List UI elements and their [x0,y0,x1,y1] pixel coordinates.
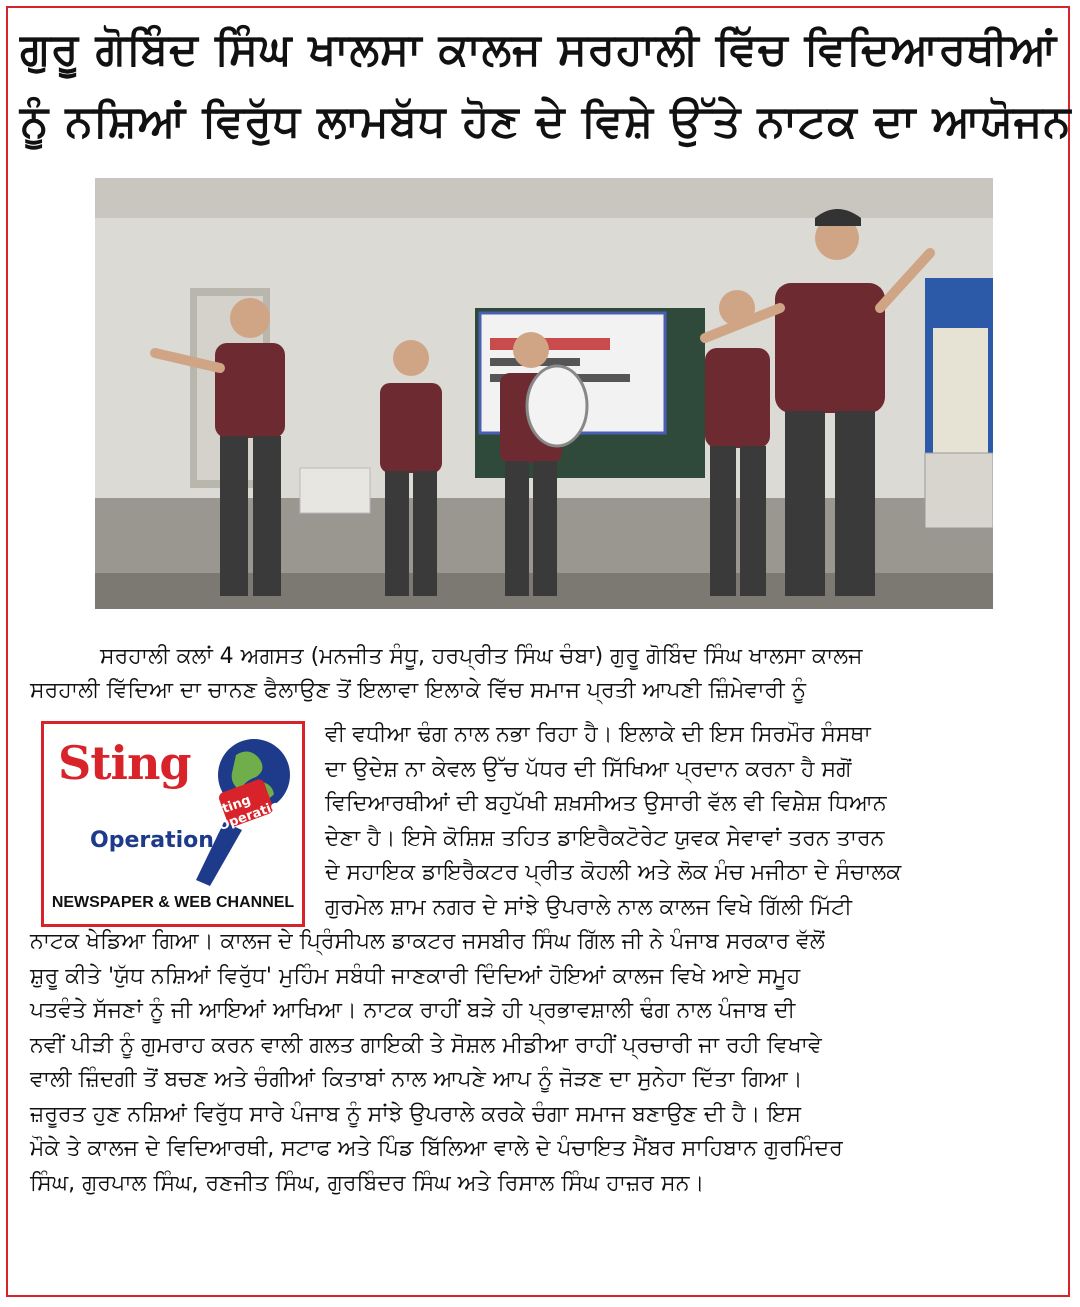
article-line: ਗੁਰਮੇਲ ਸ਼ਾਮ ਨਗਰ ਦੇ ਸਾਂਝੇ ਉਪਰਾਲੇ ਨਾਲ ਕਾਲਜ ਵਿਖੇ ਗਿੱਲੀ ਮਿੱਟੀ [325,894,852,920]
article-line: ਸਰਹਾਲੀ ਕਲਾਂ 4 ਅਗਸਤ (ਮਨਜੀਤ ਸੰਧੂ, ਹਰਪ੍ਰੀਤ ਸਿੰਘ ਚੰਬਾ) ਗੁਰੂ ਗੋਬਿੰਦ ਸਿੰਘ ਖਾਲਸਾ ਕਾਲਜ [100,644,863,669]
mic-label: Sting Operation [211,792,291,835]
article-line: ਮੌਕੇ ਤੇ ਕਾਲਜ ਦੇ ਵਿਦਿਆਰਥੀ, ਸਟਾਫ ਅਤੇ ਪਿੰਡ ਬਿੱਲਿਆ ਵਾਲੇ ਦੇ ਪੰਚਾਇਤ ਮੈਂਬਰ ਸਾਹਿਬਾਨ ਗੁਰਮਿੰਦਰ [30,1136,843,1161]
article-line: ਸ਼ੁਰੂ ਕੀਤੇ 'ਯੁੱਧ ਨਸ਼ਿਆਂ ਵਿਰੁੱਧ' ਮੁਹਿੰਮ ਸਬੰਧੀ ਜਾਣਕਾਰੀ ਦਿੰਦਿਆਂ ਹੋਇਆਂ ਕਾਲਜ ਵਿਖੇ ਆਏ ਸਮੂਹ [30,963,801,989]
news-photo [95,178,993,609]
article-line: ਦਾ ਉਦੇਸ਼ ਨਾ ਕੇਵਲ ਉੱਚ ਪੱਧਰ ਦੀ ਸਿੱਖਿਆ ਪ੍ਰਦਾਨ ਕਰਨਾ ਹੈ ਸਗੋਂ [325,756,852,782]
logo-title: Sting [58,736,191,790]
article-top-2 [30,674,806,709]
article-line: ਨਵੀਂ ਪੀੜੀ ਨੂੰ ਗੁਮਰਾਹ ਕਰਨ ਵਾਲੀ ਗਲਤ ਗਾਇਕੀ ਤੇ ਸੋਸ਼ਲ ਮੀਡੀਆ ਰਾਹੀਂ ਪ੍ਰਚਾਰੀ ਜਾ ਰਹੀ ਵਿਖਾਵੇ [30,1032,822,1058]
article-line: ਜ਼ਰੂਰਤ ਹੁਣ ਨਸ਼ਿਆਂ ਵਿਰੁੱਧ ਸਾਰੇ ਪੰਜਾਬ ਨੂੰ ਸਾਂਝੇ ਉਪਰਾਲੇ ਕਰਕੇ ਚੰਗਾ ਸਮਾਜ ਬਣਾਉਣ ਦੀ ਹੈ। ਇਸ [30,1101,802,1127]
headline [20,14,1072,158]
logo-tagline: NEWSPAPER & WEB CHANNEL [51,894,295,911]
article-line: ਦੇਣਾ ਹੈ। ਇਸੇ ਕੋਸ਼ਿਸ਼ ਤਹਿਤ ਡਾਇਰੈਕਟੋਰੇਟ ਯੁਵਕ ਸੇਵਾਵਾਂ ਤਰਨ ਤਾਰਨ [325,825,885,851]
street-play-photo [95,178,993,609]
article-line: ਨਾਟਕ ਖੇਡਿਆ ਗਿਆ। ਕਾਲਜ ਦੇ ਪ੍ਰਿੰਸੀਪਲ ਡਾਕਟਰ ਜਸਬੀਰ ਸਿੰਘ ਗਿੱਲ ਜੀ ਨੇ ਪੰਜਾਬ ਸਰਕਾਰ ਵੱਲੋਂ [30,929,825,954]
headline-line-1: ਗੁਰੂ ਗੋਬਿੰਦ ਸਿੰਘ ਖਾਲਸਾ ਕਾਲਜ ਸਰਹਾਲੀ ਵਿੱਚ ਵਿਦਿਆਰਥੀਆਂ [20,24,1058,75]
article-bottom [30,925,843,1201]
article-line: ਪਤਵੰਤੇ ਸੱਜਣਾਂ ਨੂੰ ਜੀ ਆਇਆਂ ਆਖਿਆ। ਨਾਟਕ ਰਾਹੀਂ ਬੜੇ ਹੀ ਪ੍ਰਭਾਵਸ਼ਾਲੀ ਢੰਗ ਨਾਲ ਪੰਜਾਬ ਦੀ [30,998,796,1023]
article-beside-logo [325,718,901,925]
article-line: ਸਰਹਾਲੀ ਵਿੱਦਿਆ ਦਾ ਚਾਨਣ ਫੈਲਾਉਣ ਤੋਂ ਇਲਾਵਾ ਇਲਾਕੇ ਵਿੱਚ ਸਮਾਜ ਪ੍ਰਤੀ ਆਪਣੀ ਜ਼ਿੰਮੇਵਾਰੀ ਨੂੰ [30,678,807,703]
logo-subtitle: Operation [90,828,214,853]
sting-operation-logo [41,721,305,927]
article-line: ਵਾਲੀ ਜ਼ਿੰਦਗੀ ਤੋਂ ਬਚਣ ਅਤੇ ਚੰਗੀਆਂ ਕਿਤਾਬਾਂ ਨਾਲ ਆਪਣੇ ਆਪ ਨੂੰ ਜੋੜਣ ਦਾ ਸੁਨੇਹਾ ਦਿੱਤਾ ਗਿਆ। [30,1067,803,1092]
article-line: ਸਿੰਘ, ਗੁਰਪਾਲ ਸਿੰਘ, ਰਣਜੀਤ ਸਿੰਘ, ਗੁਰਬਿੰਦਰ ਸਿੰਘ ਅਤੇ ਰਿਸਾਲ ਸਿੰਘ ਹਾਜ਼ਰ ਸਨ। [30,1170,705,1196]
article-line: ਦੇ ਸਹਾਇਕ ਡਾਇਰੈਕਟਰ ਪ੍ਰੀਤ ਕੋਹਲੀ ਅਤੇ ਲੋਕ ਮੰਚ ਮਜੀਠਾ ਦੇ ਸੰਚਾਲਕ [325,860,902,885]
article-line: ਵਿਦਿਆਰਥੀਆਂ ਦੀ ਬਹੁਪੱਖੀ ਸ਼ਖ਼ਸੀਅਤ ਉਸਾਰੀ ਵੱਲ ਵੀ ਵਿਸ਼ੇਸ਼ ਧਿਆਨ [325,791,887,816]
article-line: ਵੀ ਵਧੀਆ ਢੰਗ ਨਾਲ ਨਭਾ ਰਿਹਾ ਹੈ। ਇਲਾਕੇ ਦੀ ਇਸ ਸਿਰਮੌਰ ਸੰਸਥਾ [325,722,871,747]
article-top [100,640,863,675]
headline-line-2: ਨੂੰ ਨਸ਼ਿਆਂ ਵਿਰੁੱਧ ਲਾਮਬੱਧ ਹੋਣ ਦੇ ਵਿਸ਼ੇ ਉੱਤੇ ਨਾਟਕ ਦਾ ਆਯੋਜਨ [20,96,1072,147]
